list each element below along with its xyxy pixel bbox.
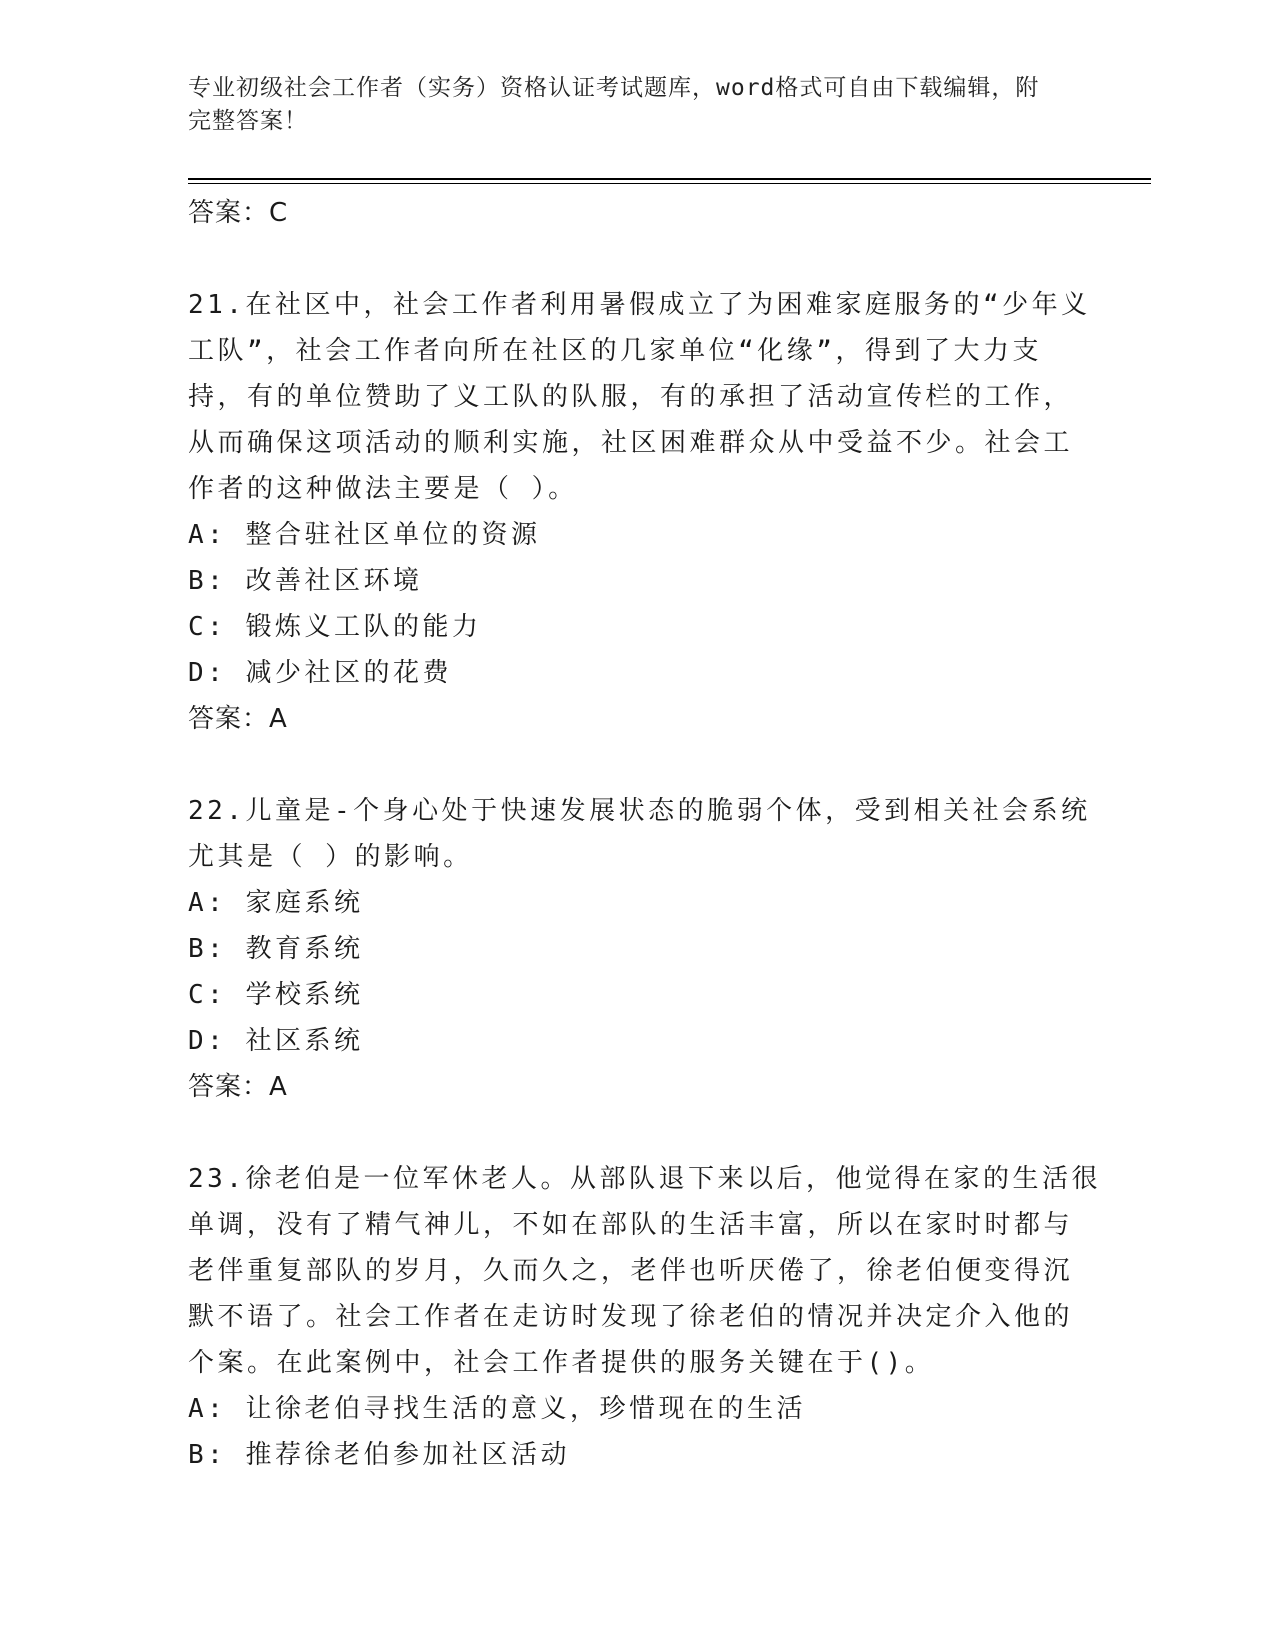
question-23-option-b: B: 推荐徐老伯参加社区活动 [188, 1440, 570, 1470]
question-21-line-3: 持，有的单位赞助了义工队的队服，有的承担了活动宣传栏的工作， [188, 382, 1074, 412]
question-21-line-2: 工队”，社会工作者向所在社区的几家单位“化缘”，得到了大力支 [188, 336, 1042, 366]
header-line-1: 专业初级社会工作者（实务）资格认证考试题库，word格式可自由下载编辑，附 [188, 75, 1040, 101]
question-23-line-3: 老伴重复部队的岁月，久而久之，老伴也听厌倦了，徐老伯便变得沉 [188, 1256, 1074, 1286]
question-22-option-c: C: 学校系统 [188, 980, 364, 1010]
question-23-line-1: 23.徐老伯是一位军休老人。从部队退下来以后，他觉得在家的生活很 [188, 1164, 1101, 1194]
question-22 [188, 788, 1091, 1110]
question-22-option-b: B: 教育系统 [188, 934, 364, 964]
question-21-answer: 答案：A [188, 704, 288, 734]
question-23-line-2: 单调，没有了精气神儿，不如在部队的生活丰富，所以在家时时都与 [188, 1210, 1074, 1240]
question-21 [188, 282, 1091, 742]
question-22-answer: 答案：A [188, 1072, 288, 1102]
question-23-line-5: 个案。在此案例中，社会工作者提供的服务关键在于()。 [188, 1348, 935, 1378]
question-22-line-2: 尤其是（ ）的影响。 [188, 842, 473, 872]
question-22-option-d: D: 社区系统 [188, 1026, 364, 1056]
spacer [188, 236, 1088, 282]
spacer [188, 1110, 1088, 1156]
header-rule-thick [188, 178, 1151, 180]
question-21-option-d: D: 减少社区的花费 [188, 658, 452, 688]
question-21-option-a: A: 整合驻社区单位的资源 [188, 520, 541, 550]
question-21-option-b: B: 改善社区环境 [188, 566, 423, 596]
header-rule-thin [188, 183, 1151, 184]
question-21-line-1: 21.在社区中，社会工作者利用暑假成立了为困难家庭服务的“少年义 [188, 290, 1091, 320]
document-body [188, 190, 1101, 1478]
question-23 [188, 1156, 1101, 1478]
question-22-line-1: 22.儿童是-个身心处于快速发展状态的脆弱个体，受到相关社会系统 [188, 796, 1091, 826]
question-23-line-4: 默不语了。社会工作者在走访时发现了徐老伯的情况并决定介入他的 [188, 1302, 1074, 1332]
header-line-2: 完整答案！ [188, 108, 308, 134]
answer-previous: 答案：C [188, 198, 289, 228]
question-21-line-5: 作者的这种做法主要是（ ）。 [188, 474, 578, 504]
question-21-option-c: C: 锻炼义工队的能力 [188, 612, 482, 642]
question-23-option-a: A: 让徐老伯寻找生活的意义，珍惜现在的生活 [188, 1394, 806, 1424]
question-22-option-a: A: 家庭系统 [188, 888, 364, 918]
document-header [188, 72, 1088, 138]
spacer [188, 742, 1088, 788]
question-21-line-4: 从而确保这项活动的顺利实施，社区困难群众从中受益不少。社会工 [188, 428, 1074, 458]
